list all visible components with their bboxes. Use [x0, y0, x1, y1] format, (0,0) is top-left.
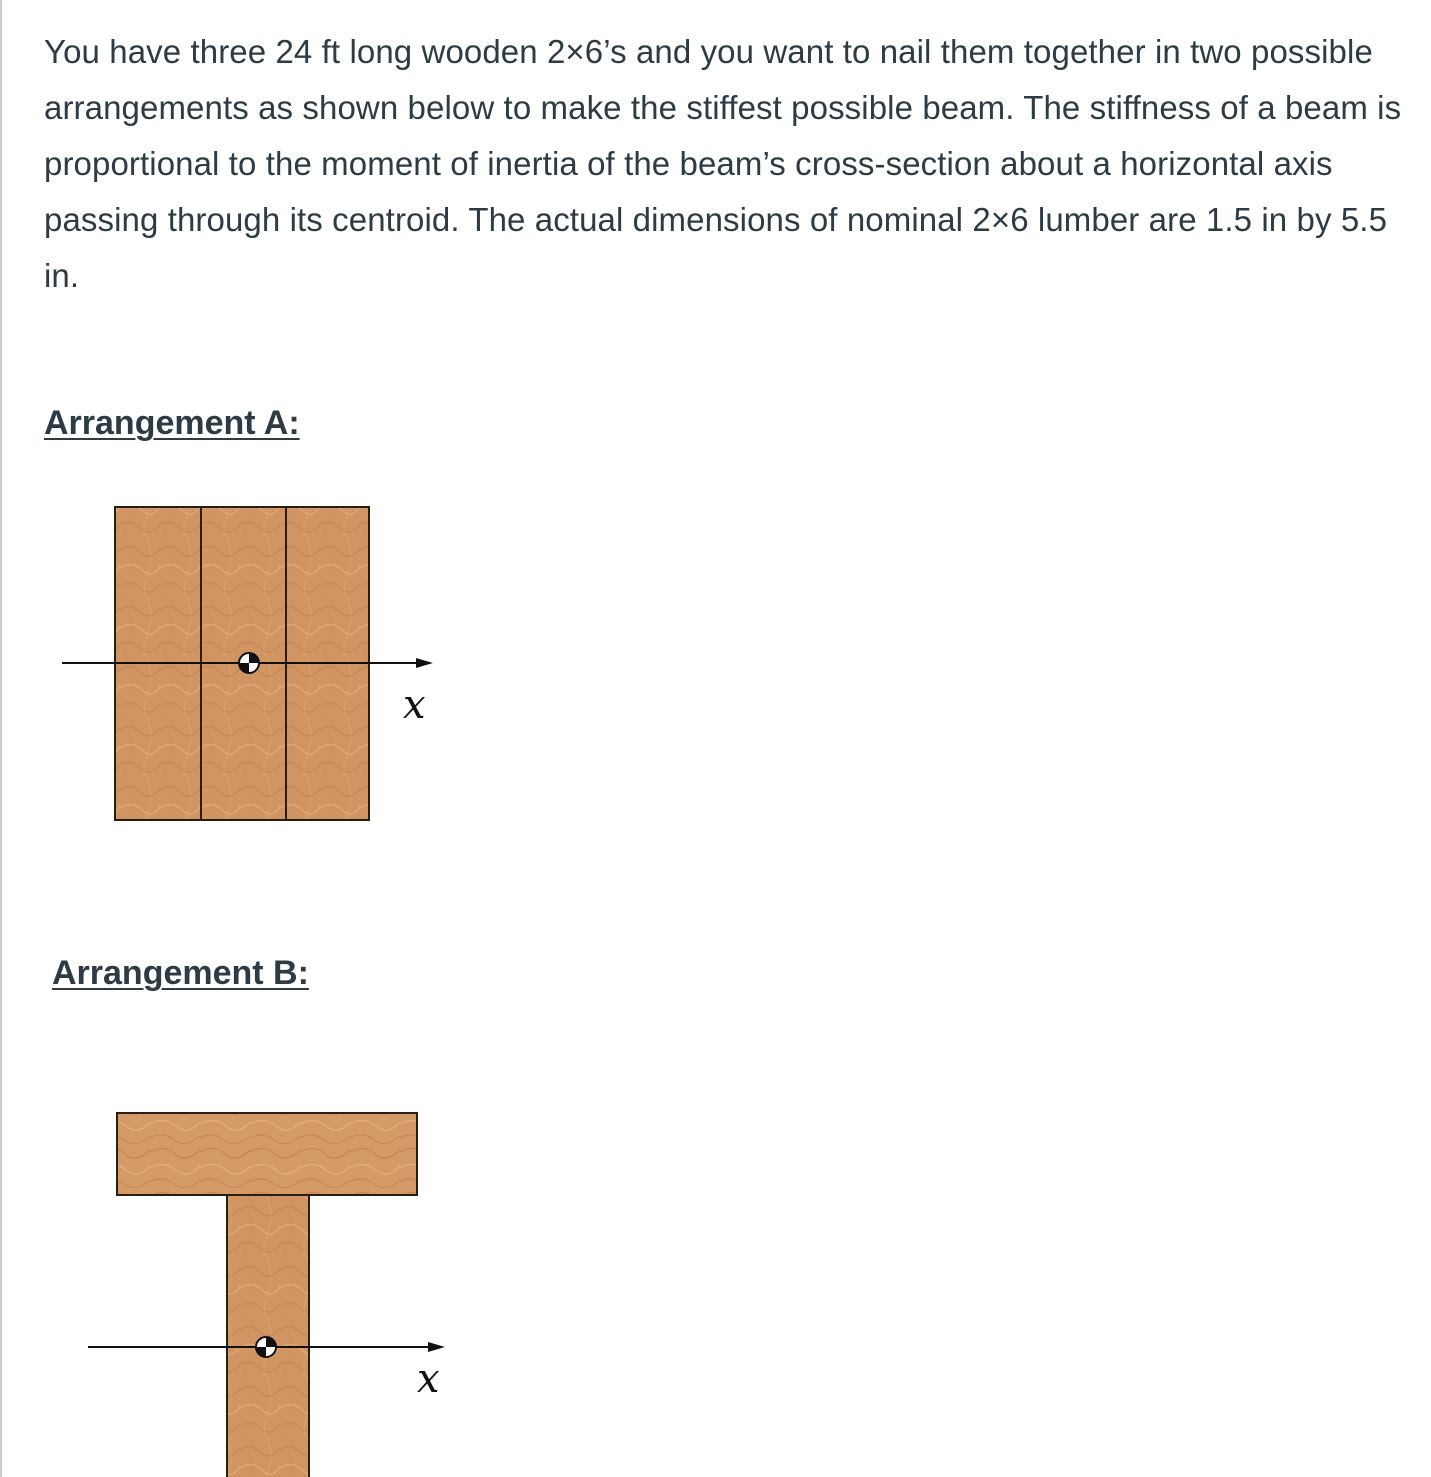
x-axis-label-a: x [403, 682, 426, 728]
arrangement-a-figure [62, 507, 433, 820]
x-axis-label-b: x [417, 1356, 440, 1402]
arrangement-a-heading: Arrangement A: [44, 404, 300, 442]
x-axis-arrowhead-a-icon [416, 658, 433, 668]
arrangement-b-figure [88, 1113, 445, 1477]
centroid-symbol-icon [256, 1337, 276, 1357]
arrangement-b-heading: Arrangement B: [52, 954, 309, 992]
centroid-symbol-icon [239, 653, 259, 673]
board-b-web [227, 1195, 309, 1477]
x-axis-arrowhead-b-icon [428, 1342, 445, 1352]
board-b-flange [117, 1113, 417, 1195]
question-text: You have three 24 ft long wooden 2×6’s and you want to nail them together in two possible arrangements as shown below to make the stiffest possible beam. The stiffness of a beam is proportional to the moment of inertia of the beam’s cross-section about a horizontal axis passing through its centroid. The actual dimensions of nominal 2×6 lumber are 1.5 in by 5.5 in. [44, 33, 1402, 294]
